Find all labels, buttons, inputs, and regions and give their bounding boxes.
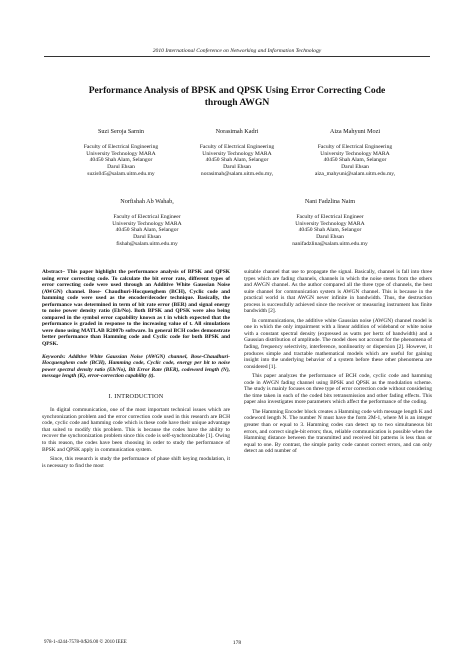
author-affil: Faculty of Electrical Engineering xyxy=(199,143,275,150)
right-column xyxy=(244,269,432,455)
body-paragraph: In communications, the additive white Gaussian noise (AWGN) channel model is one in which the only impairment with a linear addition of wideband or white noise with a constant spectral density (expressed as watts per hertz of bandwidth) and a Gaussian distribution of amplitude. The model does not account for the phenomena of fading, frequency selectivity, interference, nonlinearity or dispersion [2]. However, it produces simple and tractable mathematical models which are useful for gaining insight into the underlying behavior of a system before these other phenomena are considered [1]. xyxy=(244,317,432,370)
page-number: 178 xyxy=(232,640,242,646)
paper-title xyxy=(40,85,434,108)
body-paragraph: This paper analyzes the performance of BCH code, cyclic code and hamming code in AWGN fading channel using BPSK and QPSK as the modulation scheme. The study is mainly focuses on three type of error correction code without considering the time taken in each of the coded bits retransmission and other fading effects. This paper also investigates more parameters which affect the performance of the coding. xyxy=(244,373,432,406)
author-affil: University Technology MARA xyxy=(202,150,272,157)
author-affil: University Technology MARA xyxy=(295,220,365,227)
author-block xyxy=(280,129,430,178)
author-affil: Darul Ehsan xyxy=(133,234,161,241)
author-affil: Darul Ehsan xyxy=(107,164,135,171)
author-affil: University Technology MARA xyxy=(320,150,390,157)
section-heading-introduction: I. INTRODUCTION xyxy=(108,392,164,400)
author-affil: University Technology MARA xyxy=(112,220,182,227)
author-affil: 40450 Shah Alam, Selangor xyxy=(298,227,362,234)
author-affil: Faculty of Electrical Engineer xyxy=(113,213,181,220)
body-paragraph: suitable channel that use to propagate the signal. Basically, channel is fall into three types which are fading channels, channels in which the noise stems from the others and AWGN channel. As the author compared all the three type of channels, the best suite channel for communication system is AWGN channel. This is because in the practical world is that AWGN never infinite in bandwidth. Thus, the destruction process is successfully achieved since the receiver or measuring instrument has finite bandwidth [2]. xyxy=(244,269,432,315)
conference-header: 2010 International Conference on Networking and Information Technology xyxy=(152,48,322,54)
author-affil: 40450 Shah Alam, Selangor xyxy=(89,157,153,164)
author-name: Suzi Seroja Sarnin xyxy=(97,128,145,135)
author-affil: Darul Ehsan xyxy=(341,164,369,171)
author-affil: Darul Ehsan xyxy=(223,164,251,171)
body-paragraph: In digital communication, one of the most important technical issues which are synchronization problem and the error correction code used in this research are BCH code, cyclic code and hamming code which is these code have their unique advantage that suited to modify this problem. This is because the codes have the ability to recover the synchronization problem since this code is self-synchronizable [1]. Owing to this reason, the codes have been choosing in order to study the performance of BPSK and QPSK apply in communication system. xyxy=(42,407,230,453)
author-email[interactable]: nanifadzlina@salam.uitm.edu.my xyxy=(292,240,368,247)
author-email[interactable]: aiza_mahyuni@salam.uitm.edu.my, xyxy=(314,170,396,177)
author-affil: Darul Ehsan xyxy=(316,234,344,241)
author-affil: University Technology MARA xyxy=(86,150,156,157)
author-affil: Faculty of Electrical Engineer xyxy=(296,213,364,220)
left-column xyxy=(42,269,230,469)
author-email[interactable]: norasimah@salam.uitm.edu.my, xyxy=(200,170,274,177)
title-line-1: Performance Analysis of BPSK and QPSK Using Error Correcting Code xyxy=(88,85,386,96)
author-email[interactable]: fishah@salam.uitm.edu.my xyxy=(116,240,178,247)
author-affil: 40450 Shah Alam, Selangor xyxy=(115,227,179,234)
author-affil: 40450 Shah Alam, Selangor xyxy=(205,157,269,164)
keywords: Keywords: Additive White Gaussian Noise (AWGN) channel, Bose-Chaudhuri-Hocquenghem code (BCH), Hamming code, Cyclic code, energy per bit to noise power spectral density ratio (Eb/No), Bit Error Rate (BER), codeword length (N), message length (K), error-correction capability (t). xyxy=(42,353,230,380)
author-email[interactable]: suzis045@salam.uitm.edu.my xyxy=(87,170,155,177)
body-paragraph: Since, this research is study the performance of phase shift keying modulation, it is necessary to find the most xyxy=(42,456,230,469)
author-block xyxy=(72,199,222,248)
author-name: Norasimah Kadri xyxy=(215,128,259,135)
abstract: Abstract– This paper highlight the performance analysis of BPSK and QPSK using error correcting code. To calculate the bit error rate, different types of error correcting code were used through an Additive White Gaussian Noise (AWGN) channel. Bose- Chaudhuri-Hocquenghem (BCH), Cyclic code and hamming code were used as the encoder/decoder technique. Basically, the performance was determined in term of bit rate error (BER) and signal energy to noise power density ratio (Eb/No). Both BPSK and QPSK were also being compared in the symbol error capability known as t in which expected that the performance is graded in response to the increasing value of t. All simulations were done using MATLAB R2007b software. In general BCH codes demonstrate better performance than Hamming code and Cyclic code for both BPSK and QPSK. xyxy=(42,269,230,348)
author-name: Aiza Mahyuni Mozi xyxy=(329,128,381,135)
author-affil: Faculty of Electrical Engineering xyxy=(83,143,159,150)
author-block xyxy=(255,199,405,248)
author-affil: 40450 Shah Alam, Selangor xyxy=(323,157,387,164)
author-affil: Faculty of Electrical Engineering xyxy=(317,143,393,150)
header-rule xyxy=(44,56,430,57)
footer-copyright: 978-1-4244-7578-0/$26.00 © 2010 IEEE xyxy=(44,640,127,645)
author-name: Norfishah Ab Wahab, xyxy=(120,198,174,205)
author-name: Nani Fadzlina Naim xyxy=(304,198,356,205)
body-paragraph: The Hamming Encoder block creates a Hamming code with message length K and codeword length N. The number N must have the form 2M-1, where M is an integer greater than or equal to 3. Hamming codes can detect up to two simultaneous bit errors, and correct single-bit errors; thus, reliable communication is possible when the Hamming distance between the transmitted and received bit patterns is less than or equal to one. By contrast, the simple parity code cannot correct errors, and can only detect an odd number of xyxy=(244,408,432,455)
title-line-2: through AWGN xyxy=(204,96,270,108)
